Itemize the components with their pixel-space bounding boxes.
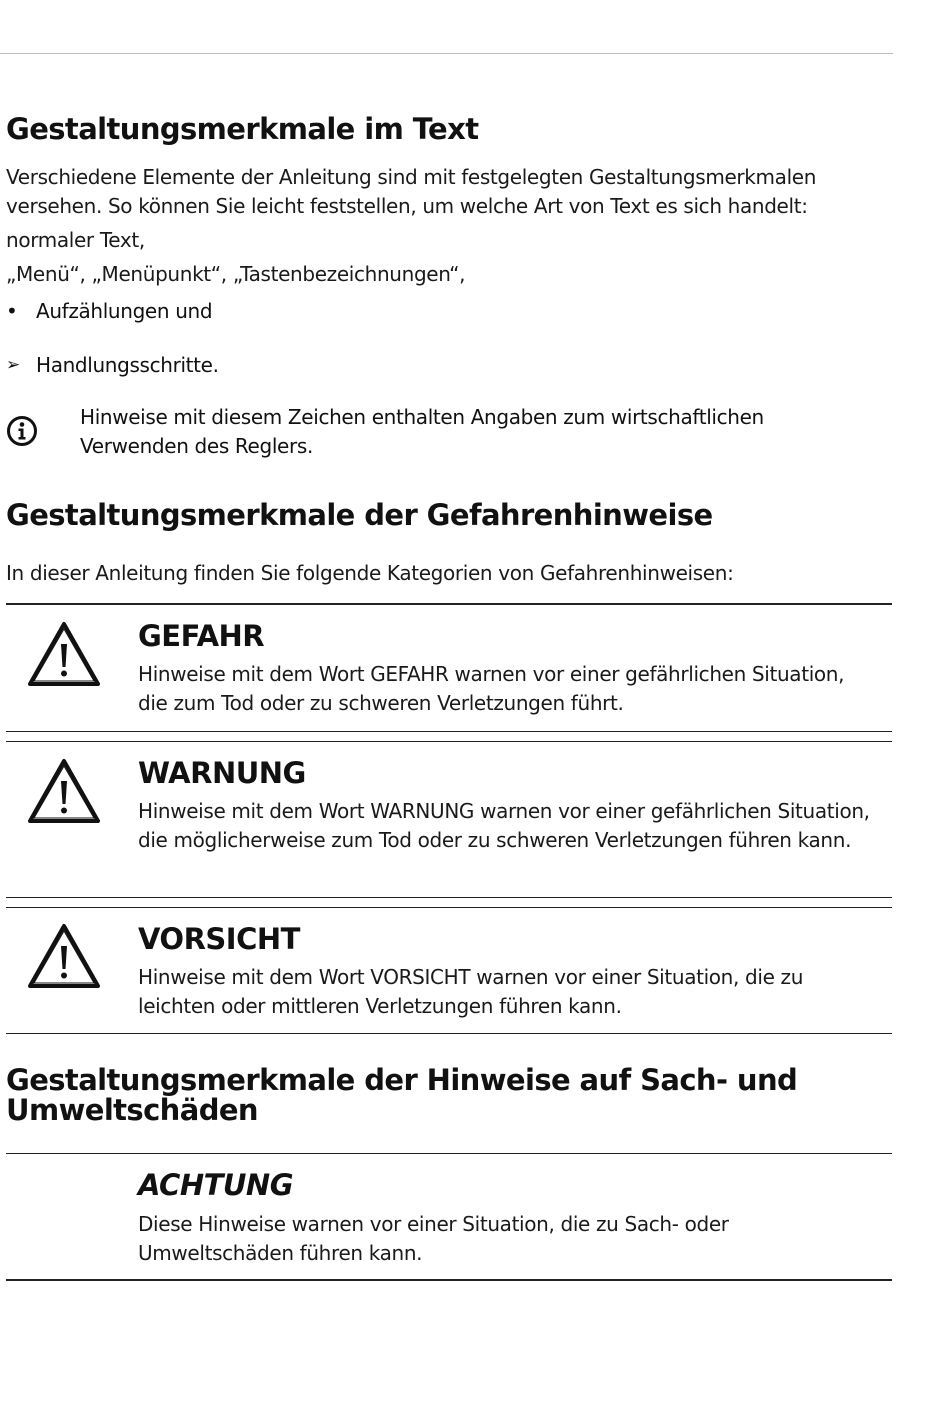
notice-text-achtung: Diese Hinweise warnen vor einer Situation, die zu Sach- oder Umweltschäden führen kann.	[138, 1212, 729, 1265]
hazard-text-gefahr: Hinweise mit dem Wort GEFAHR warnen vor einer gefährlichen Situation, die zum Tod oder zu schweren Verletzungen führt.	[138, 662, 845, 715]
box-top-rule	[6, 907, 892, 908]
header-rule	[0, 53, 893, 54]
step-arrow-icon: ➢	[6, 355, 21, 375]
bullet-symbol: •	[6, 299, 18, 323]
hazard-title-vorsicht: VORSICHT	[138, 922, 300, 956]
box-bottom-rule	[6, 1279, 892, 1281]
heading-line-2: Umweltschäden	[6, 1093, 258, 1127]
intro-paragraph: Verschiedene Elemente der Anleitung sind mit festgelegten Gestaltungsmerkmalen versehen. So können Sie leicht feststellen, um welche Art von Text es sich handelt:	[6, 165, 817, 218]
warning-triangle-icon	[26, 922, 102, 990]
info-note: Hinweise mit diesem Zeichen enthalten Angaben zum wirtschaftlichen Verwenden des Reglers.	[80, 405, 764, 458]
info-circle-icon	[6, 415, 38, 447]
box-top-rule	[6, 1153, 892, 1154]
hazard-title-warnung: WARNUNG	[138, 756, 306, 790]
hazard-title-gefahr: GEFAHR	[138, 619, 265, 653]
hazard-text-warnung: Hinweise mit dem Wort WARNUNG warnen vor einer gefährlichen Situation, die möglicherweise zum Tod oder zu schweren Verletzungen führen kann.	[138, 799, 870, 852]
section-heading-property-damage	[6, 1065, 797, 1125]
step-item: Handlungsschritte.	[36, 353, 219, 377]
notice-title-achtung: ACHTUNG	[138, 1168, 294, 1202]
section-heading-hazard-notes: Gestaltungsmerkmale der Gefahrenhinweise	[6, 498, 713, 532]
hazard-intro: In dieser Anleitung finden Sie folgende Kategorien von Gefahrenhinweisen:	[6, 561, 734, 585]
box-bottom-rule	[6, 731, 892, 732]
normal-text-example: normaler Text,	[6, 228, 145, 252]
heading-line-1: Gestaltungsmerkmale der Hinweise auf Sach- und	[6, 1063, 798, 1097]
box-bottom-rule	[6, 897, 892, 898]
box-top-rule	[6, 741, 892, 742]
bullet-item: Aufzählungen und	[36, 299, 213, 323]
warning-triangle-icon	[26, 757, 102, 825]
section-heading-text-features: Gestaltungsmerkmale im Text	[6, 112, 479, 146]
box-top-rule	[6, 603, 892, 605]
box-bottom-rule	[6, 1033, 892, 1034]
menu-text-example: „Menü“, „Menüpunkt“, „Tastenbezeichnungen“,	[6, 262, 466, 286]
hazard-text-vorsicht: Hinweise mit dem Wort VORSICHT warnen vor einer Situation, die zu leichten oder mittleren Verletzungen führen kann.	[138, 965, 804, 1018]
warning-triangle-icon	[26, 620, 102, 688]
